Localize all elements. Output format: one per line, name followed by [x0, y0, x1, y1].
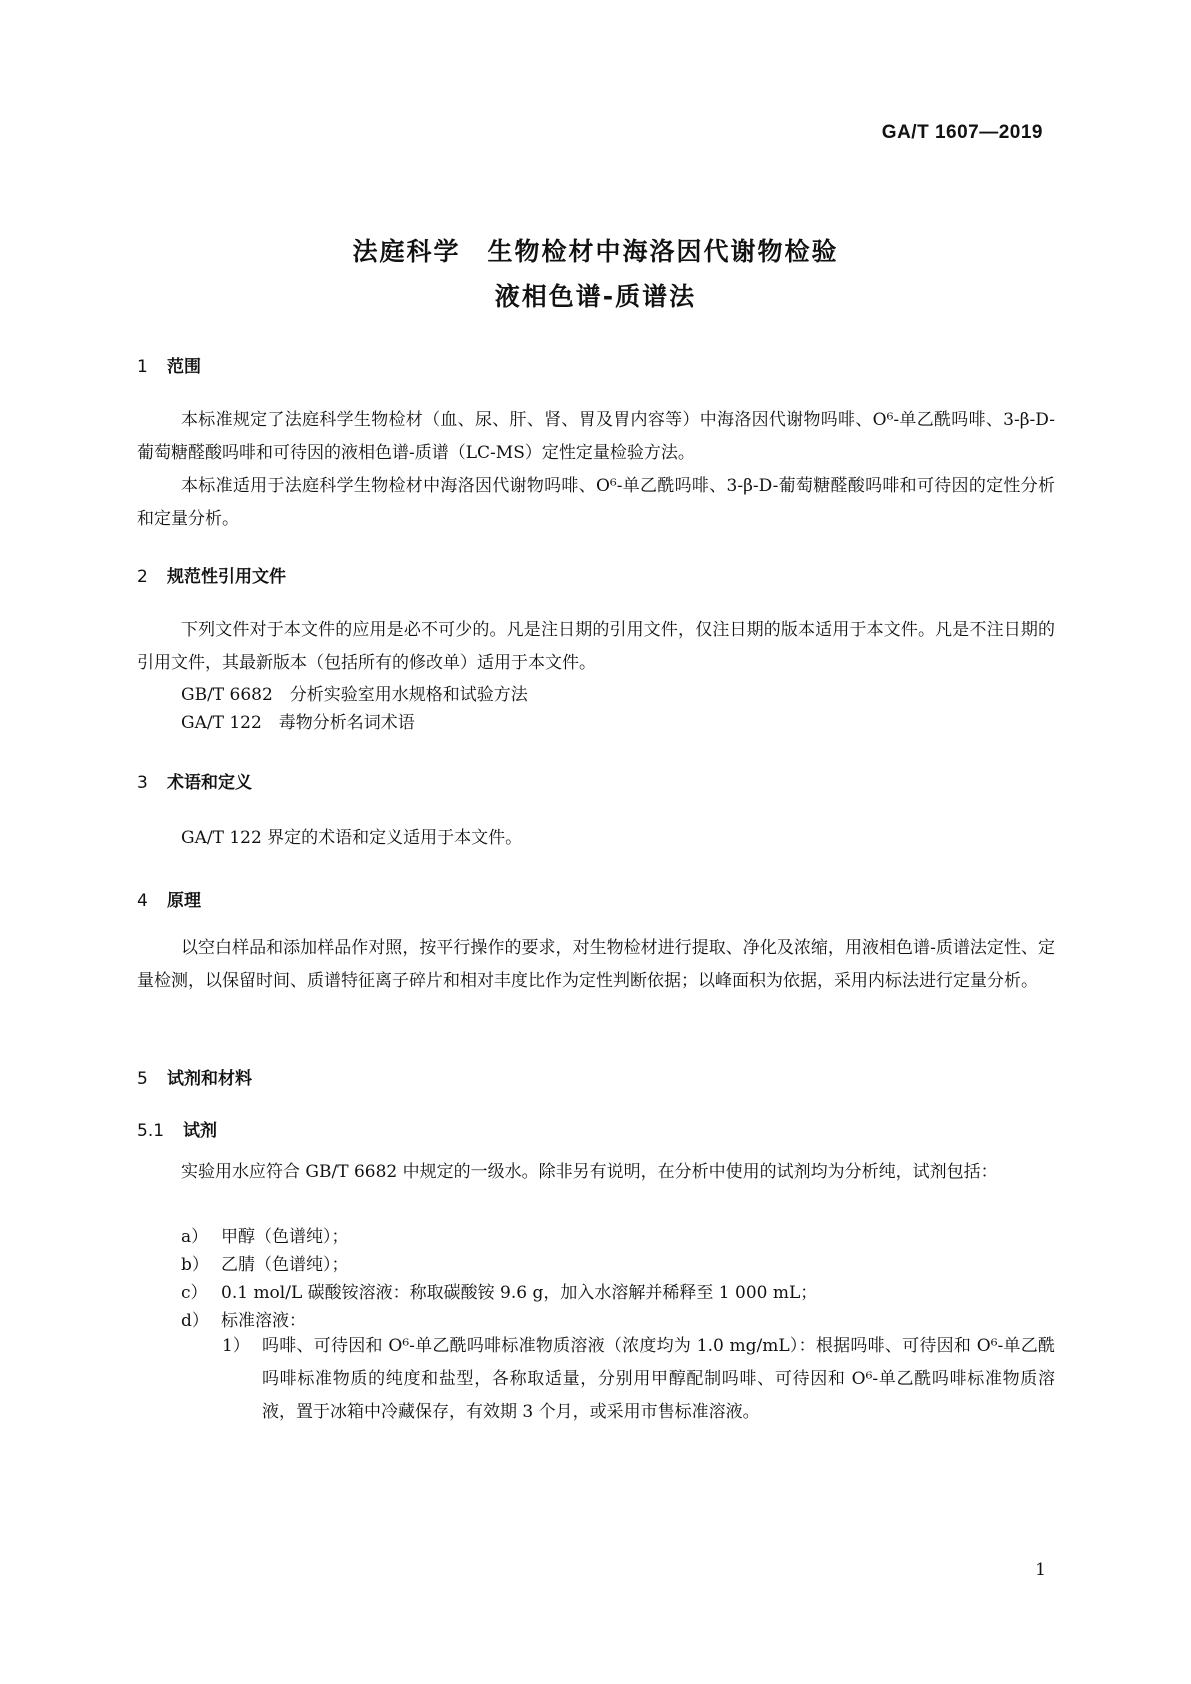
list-text: 标准溶液： — [221, 1311, 306, 1331]
sub-list-text: 吗啡、可待因和 O⁶-单乙酰吗啡标准物质溶液（浓度均为 1.0 mg/mL）：根据吗啡、可待因和 O⁶-单乙酰吗啡标准物质的纯度和盐型，各称取适量，分别用甲醇配制吗啡、可待因和 O⁶-单乙酰吗啡标准物质溶液，置于冰箱中冷藏保存，有效期 3 个月，或采用市售标准溶液。 — [262, 1336, 1055, 1422]
list-label: d） — [181, 1311, 209, 1331]
section-5-heading — [137, 1064, 252, 1089]
section-title: 术语和定义 — [167, 773, 252, 793]
section-5-1-para-1: 实验用水应符合 GB/T 6682 中规定的一级水。除非另有说明，在分析中使用的试剂均为分析纯，试剂包括： — [181, 1162, 998, 1182]
list-item — [181, 1278, 817, 1303]
section-3-para-1: GA/T 122 界定的术语和定义适用于本文件。 — [181, 828, 523, 848]
section-4-heading — [137, 886, 201, 911]
list-text: 0.1 mol/L 碳酸铵溶液：称取碳酸铵 9.6 g，加入水溶解并稀释至 1 000 mL； — [221, 1283, 818, 1303]
normative-reference-2: GA/T 122 毒物分析名词术语 — [181, 713, 415, 733]
section-1-para-2: 本标准适用于法庭科学生物检材中海洛因代谢物吗啡、O⁶-单乙酰吗啡、3-β-D-葡萄糖醛酸吗啡和可待因的定性分析和定量分析。 — [137, 476, 1055, 529]
sub-list-item — [222, 1330, 1055, 1429]
section-title: 试剂和材料 — [167, 1069, 252, 1089]
list-item — [181, 1250, 349, 1275]
section-title: 规范性引用文件 — [167, 567, 286, 587]
list-label: b） — [181, 1255, 209, 1275]
standard-number: GA/T 1607—2019 — [881, 122, 1043, 143]
section-3-heading — [137, 768, 252, 793]
sub-list-label: 1） — [222, 1336, 250, 1356]
section-5-1-heading — [137, 1116, 217, 1141]
list-text: 甲醇（色谱纯）； — [221, 1227, 349, 1247]
section-title: 试剂 — [183, 1121, 217, 1141]
section-number: 4 — [137, 891, 148, 911]
section-1-heading — [137, 352, 201, 377]
section-2-para-1: 下列文件对于本文件的应用是必不可少的。凡是注日期的引用文件，仅注日期的版本适用于本文件。凡是不注日期的引用文件，其最新版本（包括所有的修改单）适用于本文件。 — [137, 620, 1055, 673]
document-title-line1: 法庭科学 生物检材中海洛因代谢物检验 — [352, 237, 839, 266]
section-title: 范围 — [167, 357, 201, 377]
list-item — [181, 1306, 306, 1331]
list-text: 乙腈（色谱纯）； — [221, 1255, 349, 1275]
section-2-heading — [137, 562, 286, 587]
list-label: a） — [181, 1227, 209, 1247]
list-label: c） — [181, 1283, 208, 1303]
section-1-para-1: 本标准规定了法庭科学生物检材（血、尿、肝、肾、胃及胃内容等）中海洛因代谢物吗啡、O⁶-单乙酰吗啡、3-β-D-葡萄糖醛酸吗啡和可待因的液相色谱-质谱（LC-MS）定性定量检验方法。 — [137, 410, 1055, 463]
section-title: 原理 — [167, 891, 201, 911]
section-number: 5 — [137, 1069, 148, 1089]
section-number: 1 — [137, 357, 148, 377]
document-title-line2: 液相色谱-质谱法 — [494, 282, 697, 311]
section-number: 5.1 — [137, 1121, 165, 1141]
section-number: 2 — [137, 567, 148, 587]
section-4-para-1: 以空白样品和添加样品作对照，按平行操作的要求，对生物检材进行提取、净化及浓缩，用液相色谱-质谱法定性、定量检测，以保留时间、质谱特征离子碎片和相对丰度比作为定性判断依据；以峰面积为依据，采用内标法进行定量分析。 — [137, 938, 1055, 991]
normative-reference-1: GB/T 6682 分析实验室用水规格和试验方法 — [181, 685, 528, 705]
page-number: 1 — [1035, 1560, 1046, 1580]
list-item — [181, 1222, 349, 1247]
section-number: 3 — [137, 773, 148, 793]
